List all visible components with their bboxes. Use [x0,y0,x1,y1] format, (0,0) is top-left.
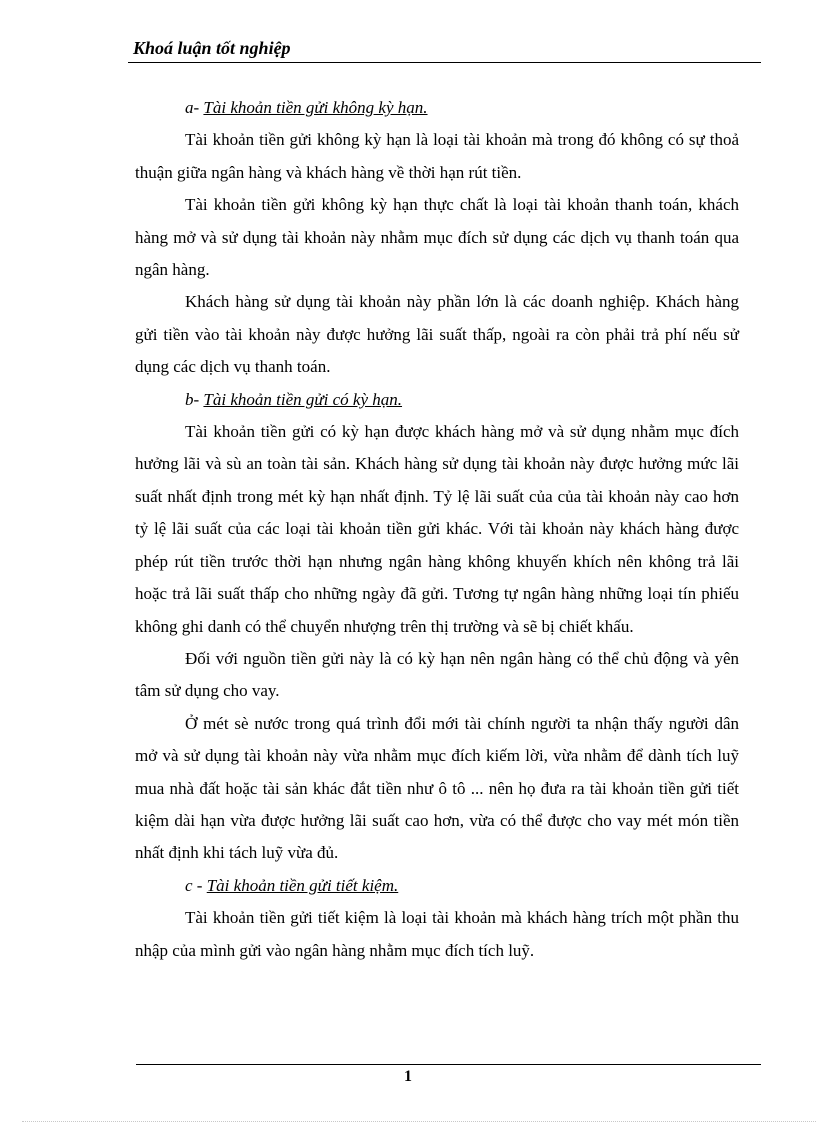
footer-divider [136,1064,761,1065]
paragraph: Tài khoản tiền gửi không kỳ hạn là loại tài khoản mà trong đó không có sự thoả thuận giữa ngân hàng và khách hàng về thời hạn rút tiền. [135,130,739,182]
section-heading-b [135,384,739,416]
section-heading-label: Tài khoản tiền gửi có kỳ hạn. [203,389,403,409]
section-heading-prefix: b- [185,389,204,409]
section-heading-prefix: c - [185,875,207,895]
paragraph: Tài khoản tiền gửi không kỳ hạn thực chất là loại tài khoản thanh toán, khách hàng mở và sử dụng tài khoản này nhằm mục đích sử dụng các dịch vụ thanh toán qua ngân hàng. [135,195,739,280]
page-edge [22,1121,816,1122]
paragraph: Khách hàng sử dụng tài khoản này phần lớn là các doanh nghiệp. Khách hàng gửi tiền vào tài khoản này được hưởng lãi suất thấp, ngoài ra còn phải trả phí nếu sử dụng các dịch vụ thanh toán. [135,292,739,377]
header-divider [128,62,761,63]
page-header-title: Khoá luận tốt nghiệp [133,38,291,58]
section-heading-label: Tài khoản tiền gửi tiết kiệm. [206,875,399,895]
section-heading-prefix: a- [185,98,204,117]
paragraph: Đối với nguồn tiền gửi này là có kỳ hạn nên ngân hàng có thể chủ động và yên tâm sử dụng cho vay. [135,648,739,701]
paragraph: Tài khoản tiền gửi có kỳ hạn được khách hàng mở và sử dụng nhằm mục đích hưởng lãi và sù an toàn tài sản. Khách hàng sử dụng tài khoản này được hưởng mức lãi suất nhất định trong mét kỳ hạn nhất định. Tỷ lệ lãi suất của của tài khoản này cao hơn tỷ lệ lãi suất của các loại tài khoản tiền gửi khác. Với tài khoản này khách hàng được phép rút tiền trước thời hạn nhưng ngân hàng không khuyến khích nên không trả lãi hoặc trả lãi suất thấp cho những ngày đã gửi. Tương tự ngân hàng những loại tín phiếu không ghi danh có thể chuyển nhượng trên thị trường và sẽ bị chiết khấu. [135,422,739,636]
paragraph: Ở mét sè nước trong quá trình đổi mới tài chính người ta nhận thấy người dân mở và sử dụng tài khoản này vừa nhằm mục đích kiếm lời, vừa nhằm để dành tích luỹ mua nhà đất hoặc tài sản khác đắt tiền như ô tô ... nên họ đưa ra tài khoản tiền gửi tiết kiệm dài hạn vừa được hưởng lãi suất cao hơn, vừa có thể được cho vay mét món tiền nhất định khi tách luỹ vừa đủ. [135,713,739,863]
section-heading-a [135,92,739,124]
page-number: 1 [404,1068,412,1085]
section-heading-c [135,870,739,902]
paragraph: Tài khoản tiền gửi tiết kiệm là loại tài khoản mà khách hàng trích một phần thu nhập của mình gửi vào ngân hàng nhằm mục đích tích luỹ. [135,908,739,960]
section-heading-label: Tài khoản tiền gửi không kỳ hạn. [203,98,428,117]
document-body [135,92,739,967]
